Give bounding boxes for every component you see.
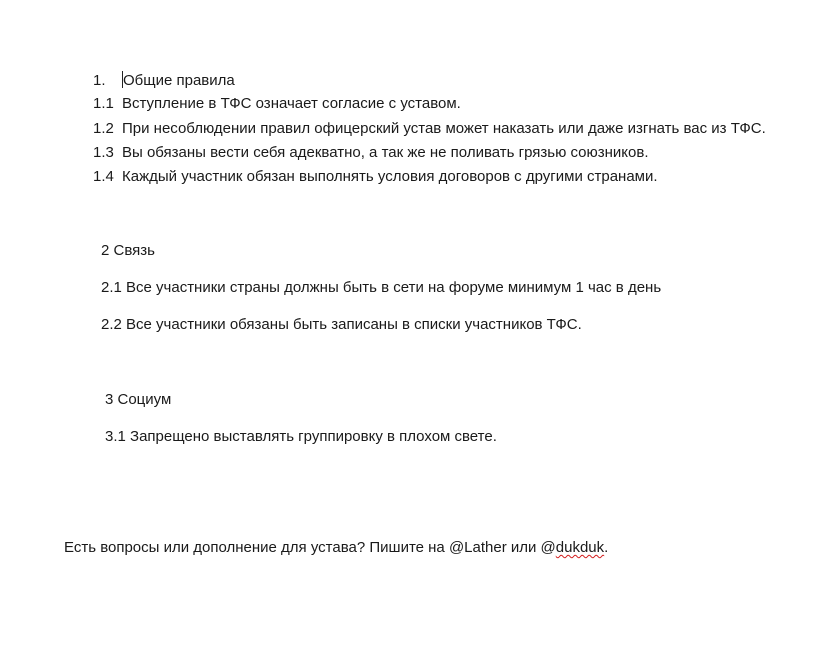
list-number: 1.3	[93, 144, 114, 161]
list-item	[93, 144, 649, 162]
section-1-heading	[93, 71, 235, 90]
list-item-text: Вступление в ТФС означает согласие с уставом.	[122, 95, 461, 112]
list-item-text: При несоблюдении правил офицерский устав может наказать или даже изгнать вас из ТФС.	[122, 120, 766, 137]
heading-text: Общие правила	[123, 72, 235, 89]
contact-note	[64, 539, 608, 557]
contact-note-end: .	[604, 539, 609, 556]
contact-note-text: Есть вопросы или дополнение для устава? Пишите на @Lather или @	[64, 539, 556, 556]
list-item-text: Каждый участник обязан выполнять условия договоров с другими странами.	[122, 168, 658, 185]
list-item: 2.2 Все участники обязаны быть записаны в списки участников ТФС.	[101, 316, 582, 333]
list-item	[93, 168, 658, 186]
section-2-heading: 2 Связь	[101, 242, 155, 259]
section-3-heading: 3 Социум	[105, 391, 172, 408]
list-number: 1.4	[93, 168, 114, 185]
list-item: 2.1 Все участники страны должны быть в сети на форуме минимум 1 час в день	[101, 279, 662, 296]
list-number: 1.2	[93, 120, 114, 137]
list-item	[93, 120, 766, 138]
list-item: 3.1 Запрещено выставлять группировку в плохом свете.	[105, 428, 497, 445]
list-item	[93, 95, 461, 113]
list-item-text: Вы обязаны вести себя адекватно, а так же не поливать грязью союзников.	[122, 144, 649, 161]
list-number: 1.1	[93, 95, 114, 112]
misspelled-word[interactable]: dukduk	[555, 539, 605, 556]
list-number: 1.	[93, 72, 106, 89]
